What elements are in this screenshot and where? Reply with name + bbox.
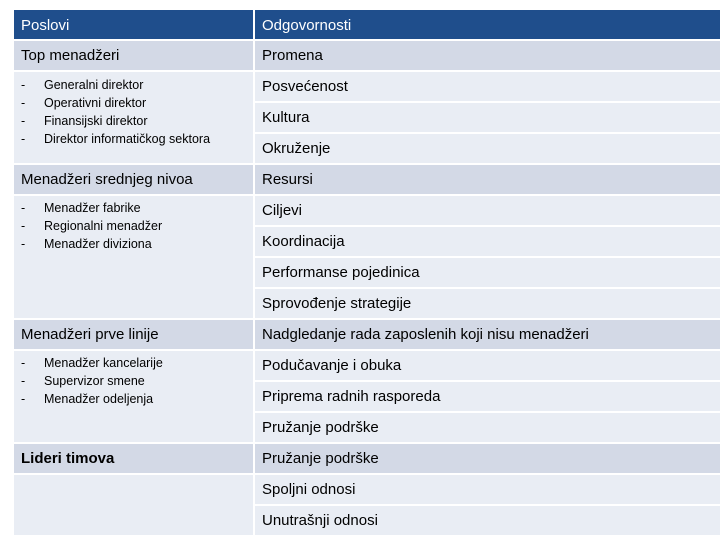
- group-detail-row: [14, 71, 720, 164]
- header-responsibilities: Odgovornosti: [262, 17, 352, 34]
- responsibilities-cell: [254, 195, 720, 319]
- member-name: Menadžer odeljenja: [44, 392, 154, 406]
- group-detail-row: [14, 350, 720, 443]
- group-detail-row: [14, 474, 720, 535]
- member-list: [14, 199, 253, 253]
- member-name: Regionalni menadžer: [44, 219, 163, 233]
- members-cell: [14, 350, 254, 443]
- member-name: Menadžer diviziona: [44, 237, 152, 251]
- group-title-row: [14, 164, 720, 195]
- list-item: - Generalni direktor: [21, 78, 144, 92]
- responsibility-cell: [254, 164, 720, 195]
- list-item: - Supervizor smene: [21, 374, 145, 388]
- list-item: - Menadžer odeljenja: [21, 392, 154, 406]
- member-name: Generalni direktor: [44, 78, 144, 92]
- member-list: [14, 76, 253, 148]
- list-item: - Operativni direktor: [21, 96, 147, 110]
- members-cell: [14, 71, 254, 164]
- member-name: Operativni direktor: [44, 96, 147, 110]
- responsibility: Resursi: [262, 171, 313, 188]
- member-list: [14, 354, 253, 408]
- responsibility: Ciljevi: [255, 196, 720, 227]
- group-title: Menadžeri prve linije: [21, 326, 159, 343]
- group-title-cell: [14, 443, 254, 474]
- responsibility: Unutrašnji odnosi: [262, 512, 378, 529]
- list-item: - Finansijski direktor: [21, 114, 148, 128]
- member-name: Finansijski direktor: [44, 114, 148, 128]
- group-title-row: [14, 40, 720, 71]
- responsibility: Posvećenost: [255, 72, 720, 103]
- group-detail-row: [14, 195, 720, 319]
- header-cell-jobs: [14, 10, 254, 40]
- members-cell: [14, 474, 254, 535]
- group-title-cell: [14, 164, 254, 195]
- member-name: Supervizor smene: [44, 374, 145, 388]
- responsibility: Performanse pojedinica: [255, 258, 720, 289]
- responsibility-cell: [254, 40, 720, 71]
- responsibility: Nadgledanje rada zaposlenih koji nisu menadžeri: [262, 326, 589, 343]
- responsibility: Promena: [262, 47, 323, 64]
- responsibility: Sprovođenje strategije: [262, 295, 412, 312]
- group-title-cell: [14, 40, 254, 71]
- header-jobs: Poslovi: [21, 17, 70, 34]
- list-item: - Direktor informatičkog sektora: [21, 132, 211, 146]
- responsibility: Koordinacija: [255, 227, 720, 258]
- group-title-cell: [14, 319, 254, 350]
- list-item: - Regionalni menadžer: [21, 219, 163, 233]
- responsibilities-cell: [254, 474, 720, 535]
- member-name: Direktor informatičkog sektora: [44, 132, 211, 146]
- group-title-row: [14, 319, 720, 350]
- members-cell: [14, 195, 254, 319]
- jobs-responsibilities-table: [14, 10, 720, 535]
- group-title-row: [14, 443, 720, 474]
- group-title: Top menadžeri: [21, 47, 120, 64]
- table-header-row: [14, 10, 720, 40]
- responsibility: Priprema radnih rasporeda: [255, 382, 720, 413]
- responsibility-cell: [254, 443, 720, 474]
- header-cell-responsibilities: [254, 10, 720, 40]
- responsibility: Okruženje: [262, 140, 331, 157]
- responsibility: Spoljni odnosi: [255, 475, 720, 506]
- responsibilities-cell: [254, 71, 720, 164]
- list-item: - Menadžer fabrike: [21, 201, 141, 215]
- responsibilities-cell: [254, 350, 720, 443]
- responsibility: Podučavanje i obuka: [255, 351, 720, 382]
- responsibility-cell: [254, 319, 720, 350]
- list-item: - Menadžer diviziona: [21, 237, 152, 251]
- responsibility: Pružanje podrške: [262, 450, 379, 467]
- group-title: Menadžeri srednjeg nivoa: [21, 171, 193, 188]
- member-name: Menadžer kancelarije: [44, 356, 163, 370]
- list-item: - Menadžer kancelarije: [21, 356, 163, 370]
- responsibility: Pružanje podrške: [262, 419, 379, 436]
- group-title: Lideri timova: [21, 450, 115, 467]
- responsibility: Kultura: [255, 103, 720, 134]
- member-name: Menadžer fabrike: [44, 201, 141, 215]
